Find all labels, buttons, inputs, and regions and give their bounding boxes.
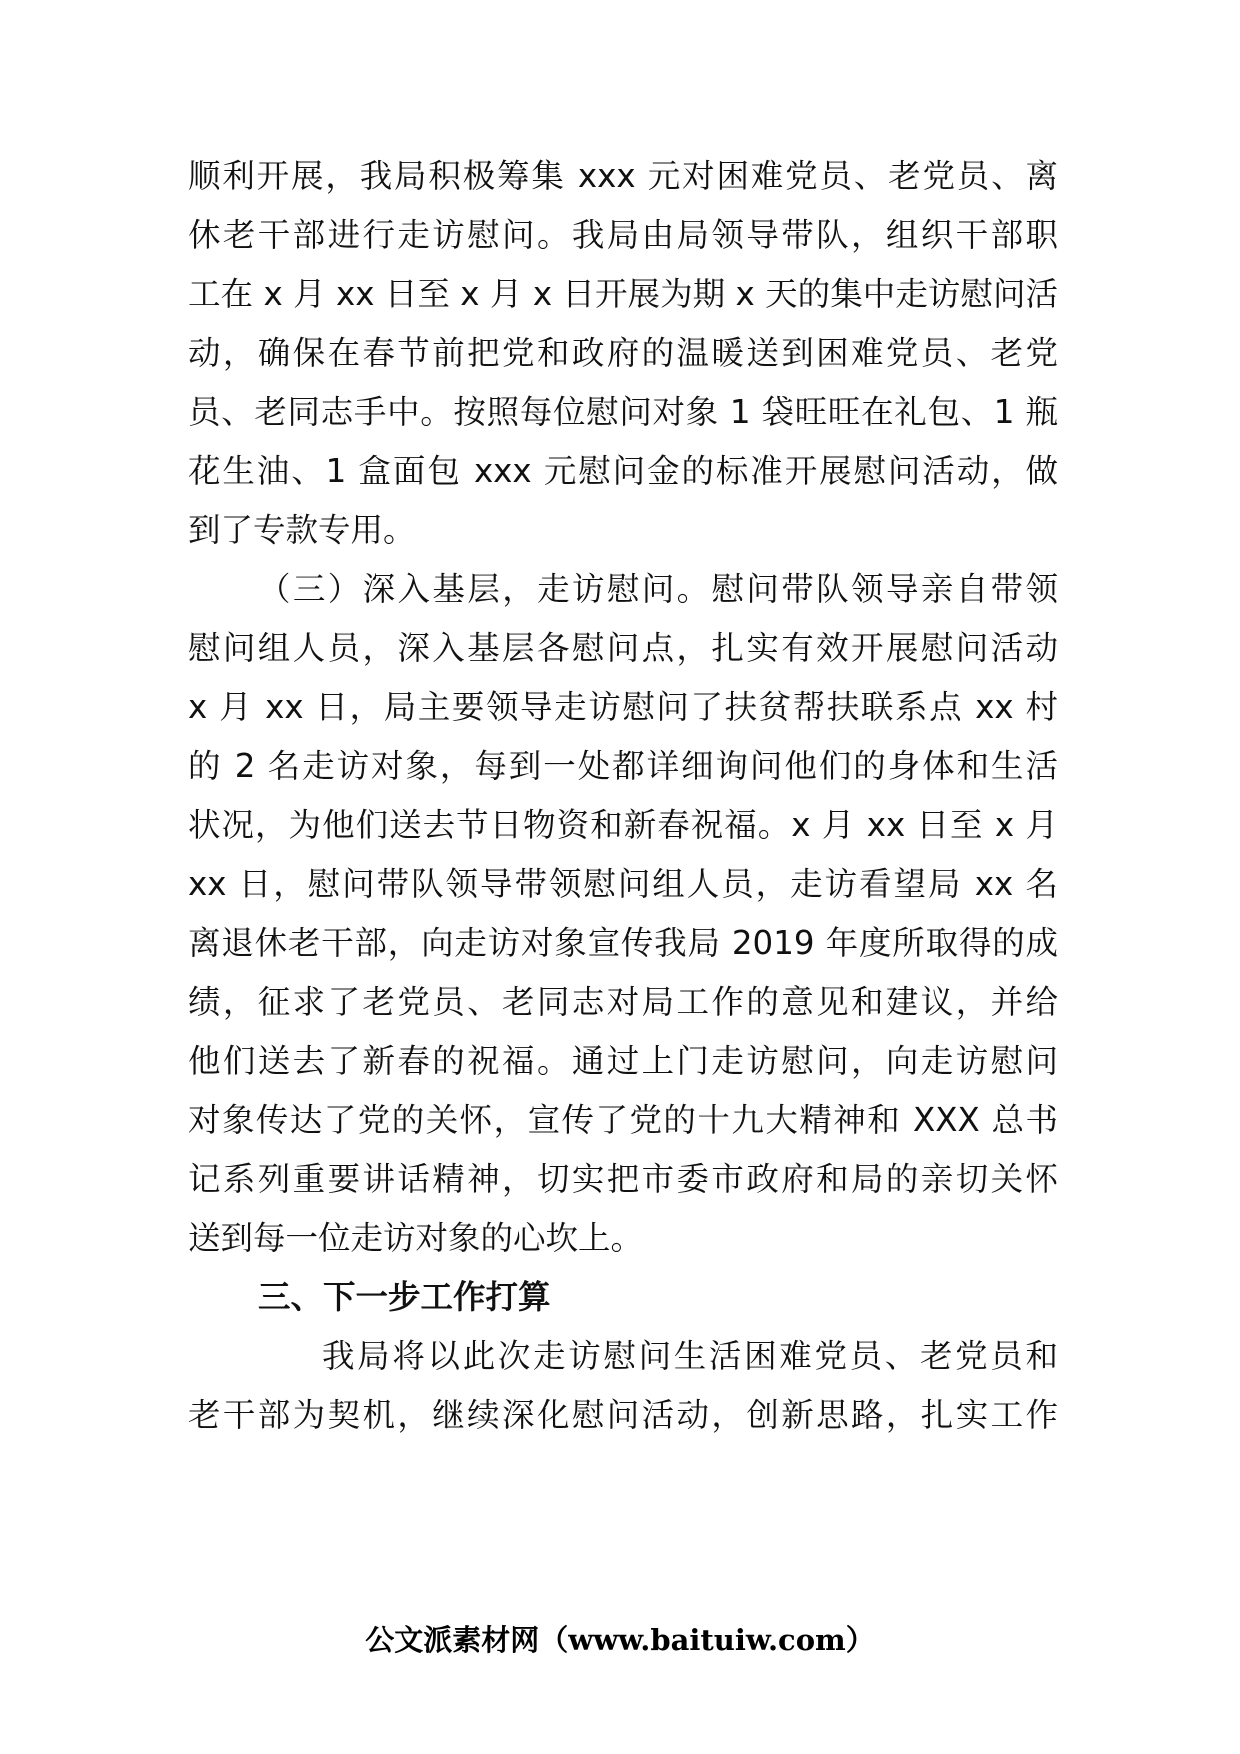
body-text-line: 顺利开展，我局积极筹集 xxx 元对困难党员、老党员、离 xyxy=(188,157,1058,195)
body-text-line: 工在 x 月 xx 日至 x 月 x 日开展为期 x 天的集中走访慰问活 xyxy=(188,275,1058,313)
footer-watermark: 公文派素材网（www.baituiw.com） xyxy=(365,1623,875,1657)
body-text-line: 绩，征求了老党员、老同志对局工作的意见和建议，并给 xyxy=(188,983,1058,1021)
body-text-line: 离退休老干部，向走访对象宣传我局 2019 年度所取得的成 xyxy=(188,924,1058,962)
body-text-line: 我局将以此次走访慰问生活困难党员、老党员和 xyxy=(322,1337,1058,1375)
subsection-heading-line: （三）深入基层，走访慰问。慰问带队领导亲自带领 xyxy=(258,570,1058,608)
body-text-line: xx 日，慰问带队领导带领慰问组人员，走访看望局 xx 名 xyxy=(188,865,1058,903)
body-text-line: 记系列重要讲话精神，切实把市委市政府和局的亲切关怀 xyxy=(188,1160,1058,1198)
body-text-line: 老干部为契机，继续深化慰问活动，创新思路，扎实工作 xyxy=(188,1396,1058,1434)
body-text-line: 送到每一位走访对象的心坎上。 xyxy=(188,1219,644,1257)
body-text-line: x 月 xx 日，局主要领导走访慰问了扶贫帮扶联系点 xx 村 xyxy=(188,688,1058,726)
body-text-line: 的 2 名走访对象，每到一处都详细询问他们的身体和生活 xyxy=(188,747,1058,785)
section-heading: 三、下一步工作打算 xyxy=(258,1278,551,1316)
body-text-line: 休老干部进行走访慰问。我局由局领导带队，组织干部职 xyxy=(188,216,1058,254)
body-text-line: 对象传达了党的关怀，宣传了党的十九大精神和 XXX 总书 xyxy=(188,1101,1058,1139)
body-text-line: 到了专款专用。 xyxy=(188,511,416,549)
body-text-line: 慰问组人员，深入基层各慰问点，扎实有效开展慰问活动 xyxy=(188,629,1058,667)
body-text-line: 花生油、1 盒面包 xxx 元慰问金的标准开展慰问活动，做 xyxy=(188,452,1058,490)
body-text-line: 他们送去了新春的祝福。通过上门走访慰问，向走访慰问 xyxy=(188,1042,1058,1080)
body-text-line: 员、老同志手中。按照每位慰问对象 1 袋旺旺在礼包、1 瓶 xyxy=(188,393,1058,431)
body-text-line: 动，确保在春节前把党和政府的温暖送到困难党员、老党 xyxy=(188,334,1058,372)
body-text-line: 状况，为他们送去节日物资和新春祝福。x 月 xx 日至 x 月 xyxy=(188,806,1058,844)
